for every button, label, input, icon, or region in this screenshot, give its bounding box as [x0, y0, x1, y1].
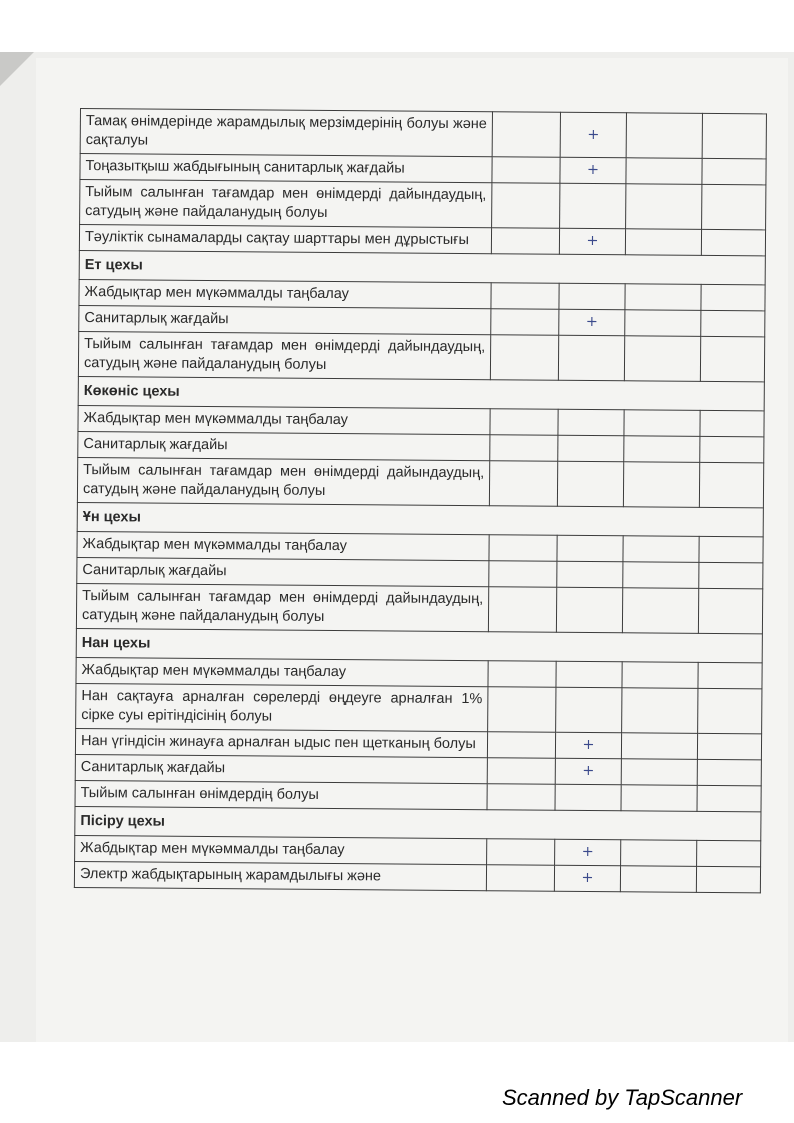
check-cell: [701, 284, 765, 311]
check-cell: [488, 687, 556, 733]
check-cell: [700, 410, 764, 437]
checklist-item-text: Санитарлық жағдайы: [77, 557, 489, 586]
handwritten-mark: [558, 335, 624, 381]
table-row: [80, 109, 766, 159]
checklist-item-text: Тоңазытқыш жабдығының санитарлық жағдайы: [80, 154, 492, 183]
check-cell: [626, 158, 702, 185]
check-cell: [621, 785, 697, 812]
check-cell: [621, 840, 697, 867]
check-cell: [696, 866, 760, 893]
checklist-item-text: Жабдықтар мен мүкәммалды таңбалау: [76, 657, 488, 686]
check-cell: [487, 784, 555, 811]
check-cell: [698, 588, 762, 634]
handwritten-mark: +: [560, 112, 626, 158]
section-title: Ұн цехы: [77, 502, 763, 536]
table-row: [76, 683, 762, 733]
checklist-item-text: Санитарлық жағдайы: [78, 431, 490, 460]
check-cell: [487, 732, 555, 759]
check-cell: [489, 461, 557, 507]
handwritten-mark: [558, 435, 624, 462]
check-cell: [626, 113, 702, 159]
checklist-item-text: Жабдықтар мен мүкәммалды таңбалау: [77, 531, 489, 560]
check-cell: [621, 733, 697, 760]
check-cell: [622, 662, 698, 689]
checklist-item-text: Тамақ өнімдерінде жарамдылық мерзімдерінің болуы және сақталуы: [80, 109, 492, 157]
handwritten-mark: +: [560, 157, 626, 184]
check-cell: [625, 284, 701, 311]
section-title: Пісіру цехы: [75, 806, 761, 840]
check-cell: [697, 759, 761, 786]
checklist-item-text: Санитарлық жағдайы: [79, 305, 491, 334]
check-cell: [491, 228, 559, 255]
check-cell: [491, 309, 559, 336]
check-cell: [488, 661, 556, 688]
handwritten-mark: +: [554, 865, 620, 892]
handwritten-mark: +: [555, 839, 621, 866]
check-cell: [490, 435, 558, 462]
checklist-item-text: Жабдықтар мен мүкәммалды таңбалау: [75, 835, 487, 864]
table-row: [80, 180, 766, 230]
check-cell: [624, 336, 700, 382]
checklist-item-text: Нан сақтауға арналған сөрелерді өңдеуге арналған 1% сірке суы ерітіндісінің болуы: [76, 683, 488, 731]
check-cell: [699, 536, 763, 563]
check-cell: [490, 335, 558, 381]
handwritten-mark: [557, 461, 623, 507]
check-cell: [702, 113, 766, 159]
table-row: [74, 861, 760, 892]
page-corner-shadow: [0, 52, 34, 86]
handwritten-mark: +: [555, 732, 621, 759]
checklist-item-text: Нан үгіндісін жинауға арналған ыдыс пен щетканың болуы: [75, 728, 487, 757]
check-cell: [699, 462, 763, 508]
checklist-item-text: Жабдықтар мен мүкәммалды таңбалау: [78, 405, 490, 434]
scanner-watermark: Scanned by TapScanner: [502, 1085, 743, 1110]
handwritten-mark: +: [559, 309, 625, 336]
checklist-item-text: Тыйым салынған тағамдар мен өнімдерді дайындаудың, сатудың және пайдаланудың болуы: [77, 457, 489, 505]
handwritten-mark: [558, 409, 624, 436]
check-cell: [701, 229, 765, 256]
handwritten-mark: [560, 183, 626, 229]
section-title: Көкөніс цехы: [78, 376, 764, 410]
check-cell: [625, 229, 701, 256]
check-cell: [624, 436, 700, 463]
check-cell: [698, 662, 762, 689]
checklist-item-text: Электр жабдықтарының жарамдылығы және: [74, 861, 486, 890]
table-row: [77, 457, 763, 507]
check-cell: [702, 184, 766, 230]
check-cell: [492, 183, 560, 229]
check-cell: [487, 839, 555, 866]
handwritten-mark: [559, 283, 625, 310]
section-title: Нан цехы: [76, 628, 762, 662]
check-cell: [621, 759, 697, 786]
check-cell: [489, 561, 557, 588]
check-cell: [623, 536, 699, 563]
check-cell: [622, 588, 698, 634]
checklist-item-text: Тыйым салынған тағамдар мен өнімдерді дайындаудың, сатудың және пайдаланудың болуы: [80, 180, 492, 228]
handwritten-mark: [557, 535, 623, 562]
section-title: Ет цехы: [79, 250, 765, 284]
check-cell: [626, 184, 702, 230]
check-cell: [491, 283, 559, 310]
table-row: [76, 583, 762, 633]
handwritten-mark: [555, 784, 621, 811]
check-cell: [700, 436, 764, 463]
check-cell: [701, 310, 765, 337]
check-cell: [697, 733, 761, 760]
check-cell: [697, 840, 761, 867]
handwritten-mark: [557, 561, 623, 588]
check-cell: [699, 562, 763, 589]
check-cell: [700, 336, 764, 382]
checklist-item-text: Санитарлық жағдайы: [75, 754, 487, 783]
check-cell: [624, 410, 700, 437]
check-cell: [486, 865, 554, 892]
check-cell: [623, 462, 699, 508]
check-cell: [492, 112, 560, 158]
check-cell: [625, 310, 701, 337]
handwritten-mark: [556, 661, 622, 688]
check-cell: [622, 688, 698, 734]
checklist-item-text: Тыйым салынған өнімдердің болуы: [75, 780, 487, 809]
checklist-item-text: Жабдықтар мен мүкәммалды таңбалау: [79, 279, 491, 308]
check-cell: [698, 688, 762, 734]
checklist-body: [74, 109, 766, 893]
check-cell: [487, 758, 555, 785]
checklist-item-text: Тәуліктік сынамаларды сақтау шарттары мен дұрыстығы: [79, 225, 491, 254]
handwritten-mark: [556, 587, 622, 633]
checklist-table: [74, 108, 767, 893]
checklist-item-text: Тыйым салынған тағамдар мен өнімдерді дайындаудың, сатудың және пайдаланудың болуы: [76, 583, 488, 631]
check-cell: [697, 785, 761, 812]
check-cell: [623, 562, 699, 589]
check-cell: [488, 587, 556, 633]
check-cell: [492, 157, 560, 184]
checklist-item-text: Тыйым салынған тағамдар мен өнімдерді дайындаудың, сатудың және пайдаланудың болуы: [78, 331, 490, 379]
check-cell: [489, 535, 557, 562]
check-cell: [702, 158, 766, 185]
handwritten-mark: +: [559, 228, 625, 255]
table-row: [78, 331, 764, 381]
handwritten-mark: +: [555, 758, 621, 785]
check-cell: [620, 866, 696, 893]
handwritten-mark: [556, 687, 622, 733]
check-cell: [490, 409, 558, 436]
